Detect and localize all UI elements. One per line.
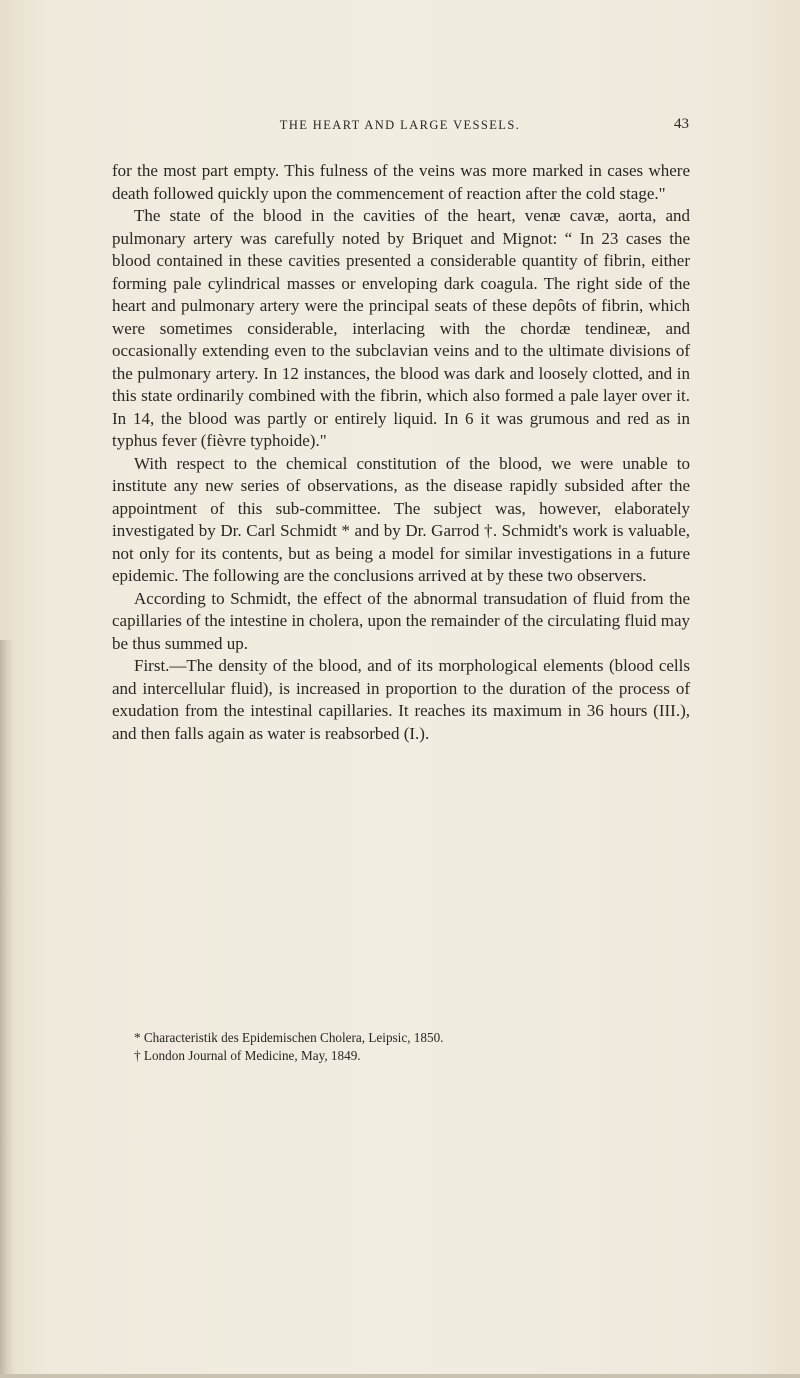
paragraph-5: First.—The density of the blood, and of its morphological elements (blood cells and intercellular fluid), is increased in proportion to the duration of the process of exudation from the intestinal capillaries. It reaches its maximum in 36 hours (III.), and then falls again as water is reabsorbed (I.).: [112, 656, 690, 743]
paragraph-3: With respect to the chemical constitution of the blood, we were unable to institute any new series of observations, as the disease rapidly subsided after the appointment of this sub-committee. The subject was, however, elaborately investigated by Dr. Carl Schmidt * and by Dr. Garrod †. Schmidt's work is valuable, not only for its contents, but as being a model for similar investigations in a future epidemic. The following are the conclusions arrived at by these two observers.: [112, 453, 690, 585]
page-gutter-shadow: [0, 640, 14, 1378]
body-text: [112, 160, 690, 745]
footnote-1: * Characteristik des Epidemischen Cholera, Leipsic, 1850.: [134, 1030, 444, 1045]
page-number: 43: [674, 116, 689, 132]
page-bottom-edge: [0, 1374, 800, 1378]
running-title: THE HEART AND LARGE VESSELS.: [279, 118, 521, 132]
paragraph-2: The state of the blood in the cavities of the heart, venæ cavæ, aorta, and pulmonary artery was carefully noted by Briquet and Mignot: “ In 23 cases the blood contained in these cavities presented a considerable quantity of fibrin, either forming pale cylindrical masses or enveloping dark coagula. The right side of the heart and pulmonary artery were the principal seats of these depôts of fibrin, which were sometimes considerable, interlacing with the chordæ tendineæ, and occasionally extending even to the subclavian veins and to the ultimate divisions of the pulmonary artery. In 12 instances, the blood was dark and loosely clotted, and in this state ordinarily combined with the fibrin, which also formed a pale layer over it. In 14, the blood was partly or entirely liquid. In 6 it was grumous and red as in typhus fever (fièvre typhoide).": [112, 206, 690, 450]
footnotes: [112, 1029, 690, 1064]
paragraph-4: According to Schmidt, the effect of the abnormal transudation of fluid from the capillaries of the intestine in cholera, upon the remainder of the circulating fluid may be thus summed up.: [112, 588, 690, 653]
footnote-2: † London Journal of Medicine, May, 1849.: [134, 1047, 361, 1063]
paragraph-1: for the most part empty. This fulness of the veins was more marked in cases where death followed quickly upon the commencement of reaction after the cold stage.": [112, 161, 690, 203]
running-head: [0, 118, 800, 138]
